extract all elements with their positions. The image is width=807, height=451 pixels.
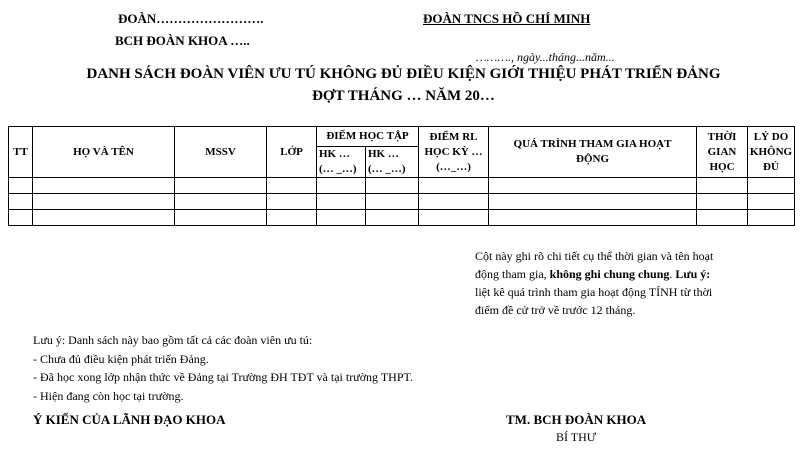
secretary-role-label: BÍ THƯ	[556, 430, 597, 444]
table-cell	[366, 178, 419, 194]
table-cell	[9, 210, 33, 226]
note-text-2: .	[669, 267, 676, 281]
table-body	[9, 178, 795, 226]
col-name-header: HỌ VÀ TÊN	[33, 127, 175, 178]
col-process-header	[489, 127, 697, 178]
table-cell	[33, 178, 175, 194]
table-cell	[419, 194, 489, 210]
table-row	[9, 210, 795, 226]
table-cell	[419, 178, 489, 194]
col-rl-line1: ĐIỂM RL	[429, 130, 478, 143]
notes-item-3: - Hiện đang còn học tại trường.	[33, 388, 184, 403]
table-cell	[175, 210, 267, 226]
col-time-line1: THỜI	[707, 130, 737, 143]
table-cell	[697, 194, 748, 210]
table-cell	[175, 194, 267, 210]
col-reason-header	[748, 127, 795, 178]
notes-intro: Lưu ý: Danh sách này bao gồm tất cả các đoàn viên ưu tú:	[33, 333, 313, 347]
notes-item-1: - Chưa đủ điều kiện phát triển Đảng.	[33, 351, 209, 366]
table-cell	[366, 210, 419, 226]
col-reason-line3: ĐỦ	[763, 160, 779, 173]
table-cell	[317, 210, 366, 226]
candidate-table	[8, 126, 795, 226]
col-mssv-header: MSSV	[175, 127, 267, 178]
date-line: ………., ngày...tháng...năm...	[476, 50, 615, 64]
col-reason-line1: LÝ DO	[753, 130, 789, 143]
table-cell	[9, 194, 33, 210]
col-rl-line3: (…_…)	[436, 160, 471, 173]
col-time-line2: GIAN	[707, 145, 737, 158]
org-left-line1: ĐOÀN…………………….	[118, 11, 264, 26]
document-title-line1: DANH SÁCH ĐOÀN VIÊN ƯU TÚ KHÔNG ĐỦ ĐIỀU KIỆN GIỚI THIỆU PHÁT TRIỂN ĐẢNG	[86, 66, 721, 82]
col-reason-line2: KHÔNG	[749, 145, 793, 158]
table-cell	[267, 178, 317, 194]
table-cell	[748, 210, 795, 226]
note-text-3: liệt kê quá trình tham gia hoạt động TÍNH từ thời điểm đề cử trở về trước 12 tháng.	[475, 285, 713, 317]
note-bold-1: không ghi chung chung	[549, 267, 670, 281]
org-left-line2: BCH ĐOÀN KHOA …..	[115, 33, 250, 48]
notes-item-2: - Đã học xong lớp nhận thức về Đảng tại Trường ĐH TĐT và tại trường THPT.	[33, 370, 413, 384]
col-class-header: LỚP	[267, 127, 317, 178]
table-cell	[748, 194, 795, 210]
col-time-line3: HỌC	[709, 160, 735, 173]
document-title-line2: ĐỢT THÁNG … NĂM 20…	[312, 88, 495, 104]
col-hk2-line2: (… _…)	[368, 163, 406, 175]
table-cell	[317, 194, 366, 210]
table-cell	[267, 194, 317, 210]
table-row	[9, 178, 795, 194]
col-hk2-line1: HK …	[368, 148, 399, 160]
col-process-line2: ĐỘNG	[576, 153, 609, 165]
col-hk1-line2: (… _…)	[319, 163, 357, 175]
table-cell	[175, 178, 267, 194]
org-right-title: ĐOÀN TNCS HỒ CHÍ MINH	[423, 11, 591, 26]
col-process-line1: QUÁ TRÌNH THAM GIA HOẠT	[513, 138, 672, 150]
table-cell	[9, 178, 33, 194]
table-cell	[697, 210, 748, 226]
faculty-leader-signature-label: Ý KIẾN CỦA LÃNH ĐẠO KHOA	[33, 412, 226, 427]
col-hk2-header	[366, 147, 419, 178]
table-cell	[419, 210, 489, 226]
table-cell	[489, 178, 697, 194]
table-cell	[317, 178, 366, 194]
table-cell	[748, 178, 795, 194]
table-cell	[489, 194, 697, 210]
table-cell	[489, 210, 697, 226]
col-tt-header: TT	[9, 127, 33, 178]
union-committee-signature-label: TM. BCH ĐOÀN KHOA	[506, 412, 647, 427]
note-bold-2: Lưu ý:	[675, 267, 711, 281]
col-rl-header	[419, 127, 489, 178]
notes-block	[33, 331, 413, 405]
table-cell	[33, 210, 175, 226]
table-cell	[33, 194, 175, 210]
col-time-header	[697, 127, 748, 178]
col-rl-line2: HỌC KỲ …	[424, 145, 483, 158]
process-column-note	[475, 247, 715, 319]
col-hk1-line1: HK …	[319, 148, 350, 160]
note-text-1: Cột này ghi rõ chi tiết cụ thể thời gian và tên hoạt động tham gia,	[475, 249, 714, 281]
table-cell	[697, 178, 748, 194]
table-cell	[267, 210, 317, 226]
table-row	[9, 194, 795, 210]
table-cell	[366, 194, 419, 210]
col-hk1-header	[317, 147, 366, 178]
col-score-group-header: ĐIỂM HỌC TẬP	[317, 127, 419, 147]
